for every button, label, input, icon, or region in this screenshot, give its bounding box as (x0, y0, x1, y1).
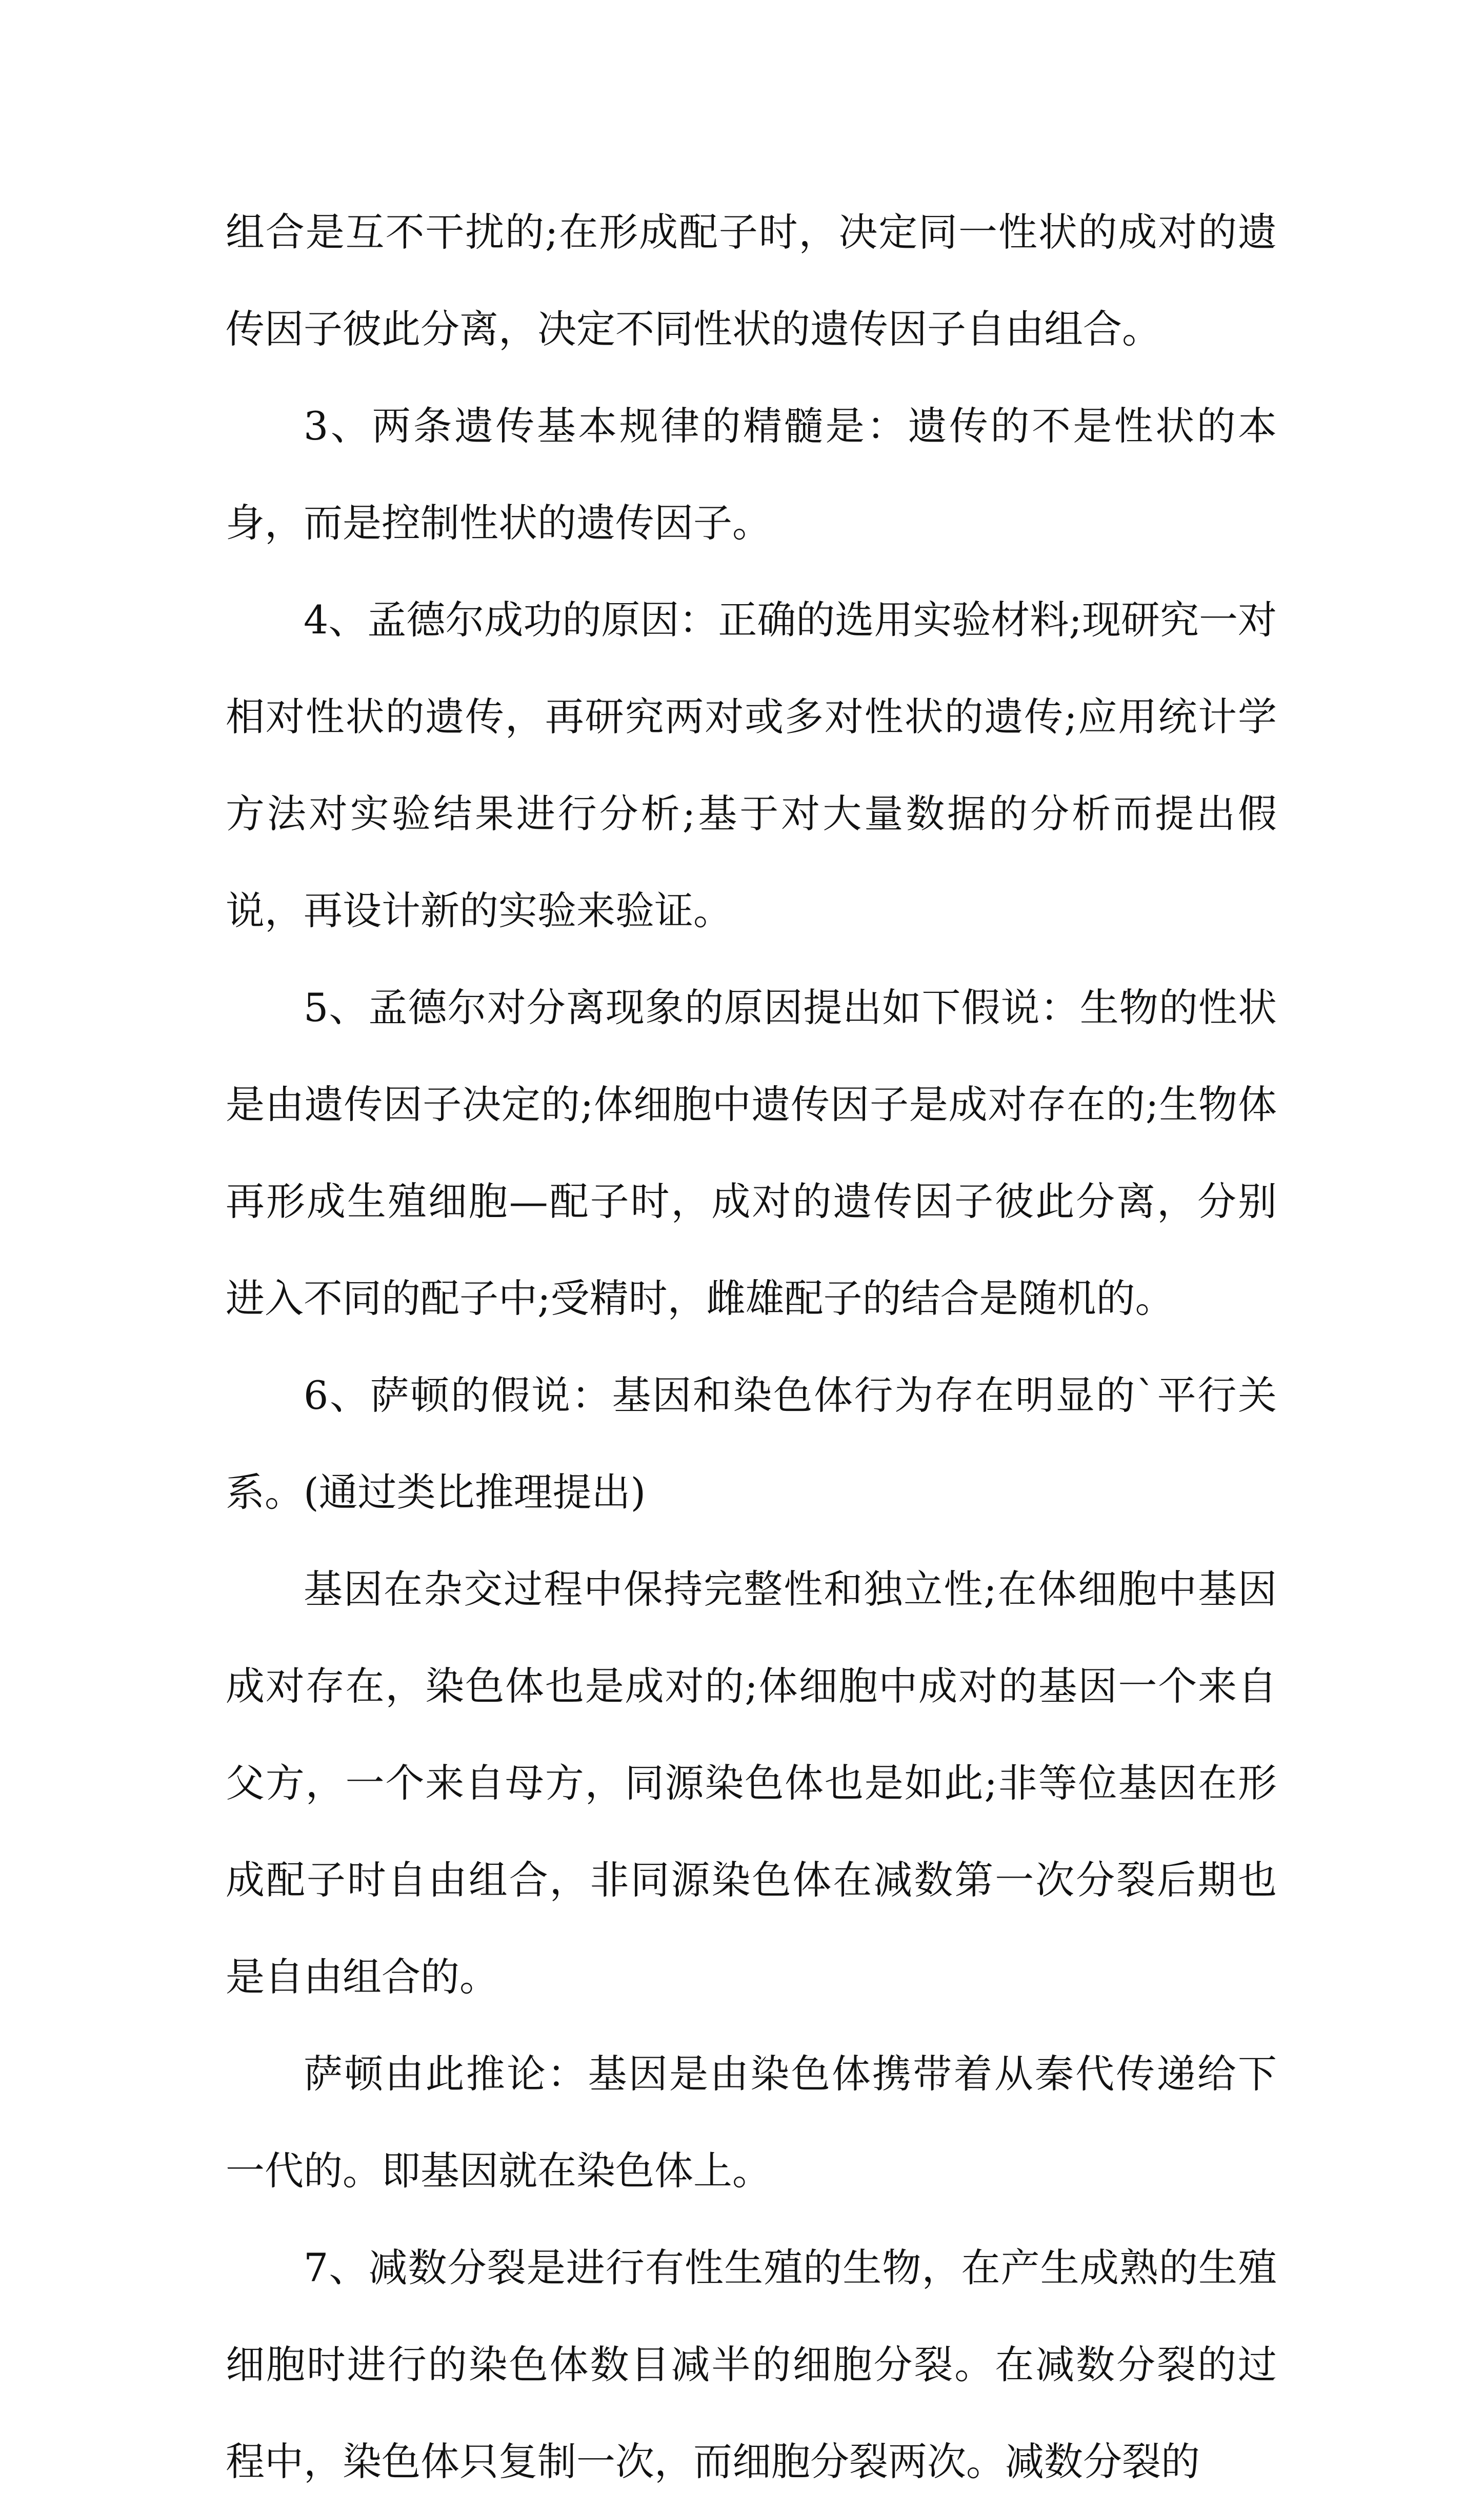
paragraph-item-7-meiosis: 7、减数分裂是进行有性生殖的生物，在产生成熟的生殖细胞时进行的染色体数目减半的细胞分裂。在减数分裂的过程中，染色体只复制一次，而细胞分裂两次。减数分裂的 (226, 2245, 1277, 2484)
paragraph-gene-chromosome-parallels: 基因在杂交过程中保持完整性和独立性;在体细胞中基因成对存在，染色体也是成对的;体细胞中成对的基因一个来自父方，一个来自母方，同源染色体也是如此;非等位基因在形成配子时自由组合，非同源染色体在减数第一次分裂后期也是自由组合的。 (226, 1566, 1277, 2000)
paragraph-item-5-mendel-hypothesis: 5、孟德尔对分离现象的原因提出如下假说：生物的性状是由遗传因子决定的;体细胞中遗传因子是成对存在的;生物体再形成生殖细胞—配子时，成对的遗传因子彼此分离，分别进入不同的配子中;受精时，雌雄配子的结合是随机的。 (226, 985, 1277, 1321)
paragraph-sutton-inference: 萨顿由此推论：基因是由染色体携带着从秦代传递给下一代的。即基因就在染色体上。 (226, 2051, 1277, 2194)
document-body (226, 184, 1277, 2510)
paragraph-item-3-essence: 3、两条遗传基本规律的精髓是：遗传的不是性状的本身，而是控制性状的遗传因子。 (226, 403, 1277, 546)
paragraph-item-4-mendel-success: 4、孟德尔成功的原因：正确的选用实验材料;现研究一对相对性状的遗传，再研究两对或多对性状的遗传;应用统计学方法对实验结果进行分析;基于对大量数据的分析而提出假说，再设计新的实验来验证。 (226, 597, 1277, 933)
paragraph-item-6-sutton-hypothesis: 6、萨顿的假说：基因和染色体行为存在明显的`平行关系。(通过类比推理提出) (226, 1372, 1277, 1515)
paragraph-genetic-law-continuation: 组合是互不干扰的;在形成配子时，决定同一性状的成对的遗传因子彼此分离，决定不同性状的遗传因子自由组合。 (226, 209, 1277, 352)
